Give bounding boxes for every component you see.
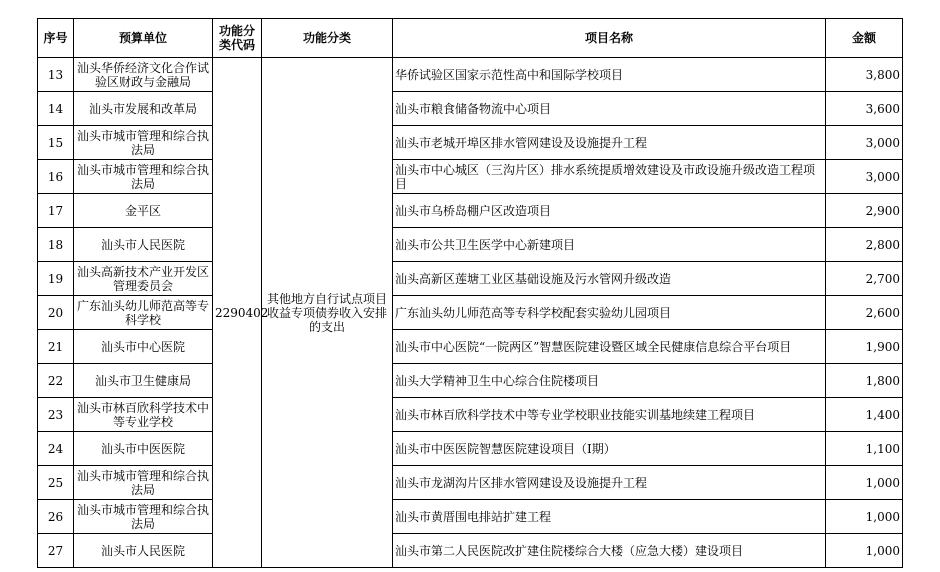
row-project-name: 汕头市公共卫生医学中心新建项目 [393, 228, 826, 262]
table-row [38, 228, 903, 262]
row-seq: 23 [38, 398, 74, 432]
row-amount: 1,800 [826, 364, 903, 398]
row-amount: 3,600 [826, 92, 903, 126]
function-category-cell: 其他地方自行试点项目收益专项债券收入安排的支出 [262, 58, 393, 568]
table-row [38, 296, 903, 330]
row-seq: 19 [38, 262, 74, 296]
row-budget-unit: 汕头市人民医院 [74, 228, 213, 262]
row-budget-unit: 汕头华侨经济文化合作试验区财政与金融局 [74, 58, 213, 92]
table-row [38, 194, 903, 228]
row-amount: 3,000 [826, 160, 903, 194]
row-project-name: 汕头市龙湖沟片区排水管网建设及设施提升工程 [393, 466, 826, 500]
row-seq: 15 [38, 126, 74, 160]
row-amount: 2,800 [826, 228, 903, 262]
row-amount: 1,000 [826, 500, 903, 534]
row-amount: 3,800 [826, 58, 903, 92]
row-project-name: 汕头市粮食储备物流中心项目 [393, 92, 826, 126]
header-amount: 金额 [826, 19, 903, 58]
row-project-name: 汕头市老城开埠区排水管网建设及设施提升工程 [393, 126, 826, 160]
row-seq: 24 [38, 432, 74, 466]
row-project-name: 汕头市中心城区（三沟片区）排水系统提质增效建设及市政设施升级改造工程项目 [393, 160, 826, 194]
row-project-name: 华侨试验区国家示范性高中和国际学校项目 [393, 58, 826, 92]
row-seq: 25 [38, 466, 74, 500]
row-budget-unit: 金平区 [74, 194, 213, 228]
table-row [38, 92, 903, 126]
row-project-name: 汕头市中医医院智慧医院建设项目（I期） [393, 432, 826, 466]
table-row [38, 364, 903, 398]
header-row [38, 19, 903, 58]
row-seq: 18 [38, 228, 74, 262]
row-project-name: 汕头市第二人民医院改扩建住院楼综合大楼（应急大楼）建设项目 [393, 534, 826, 568]
row-budget-unit: 汕头市城市管理和综合执法局 [74, 160, 213, 194]
row-project-name: 汕头市林百欣科学技术中等专业学校职业技能实训基地续建工程项目 [393, 398, 826, 432]
row-amount: 1,400 [826, 398, 903, 432]
row-budget-unit: 汕头高新技术产业开发区管理委员会 [74, 262, 213, 296]
header-function-category: 功能分类 [262, 19, 393, 58]
table-row [38, 432, 903, 466]
header-function-code: 功能分类代码 [213, 19, 262, 58]
row-project-name: 汕头大学精神卫生中心综合住院楼项目 [393, 364, 826, 398]
table-row [38, 330, 903, 364]
row-budget-unit: 汕头市中医医院 [74, 432, 213, 466]
table-row [38, 58, 903, 92]
table-row [38, 160, 903, 194]
header-project: 项目名称 [393, 19, 826, 58]
row-amount: 1,100 [826, 432, 903, 466]
row-budget-unit: 汕头市中心医院 [74, 330, 213, 364]
row-project-name: 汕头市中心医院“一院两区”智慧医院建设暨区域全民健康信息综合平台项目 [393, 330, 826, 364]
row-amount: 2,600 [826, 296, 903, 330]
row-budget-unit: 汕头市城市管理和综合执法局 [74, 466, 213, 500]
table-row [38, 500, 903, 534]
row-budget-unit: 汕头市卫生健康局 [74, 364, 213, 398]
table-row [38, 466, 903, 500]
row-project-name: 广东汕头幼儿师范高等专科学校配套实验幼儿园项目 [393, 296, 826, 330]
row-seq: 13 [38, 58, 74, 92]
row-amount: 2,700 [826, 262, 903, 296]
table-body [38, 58, 903, 568]
row-seq: 14 [38, 92, 74, 126]
row-budget-unit: 汕头市发展和改革局 [74, 92, 213, 126]
row-seq: 21 [38, 330, 74, 364]
row-seq: 20 [38, 296, 74, 330]
row-seq: 26 [38, 500, 74, 534]
row-budget-unit: 汕头市城市管理和综合执法局 [74, 500, 213, 534]
table-row [38, 534, 903, 568]
row-seq: 22 [38, 364, 74, 398]
row-seq: 16 [38, 160, 74, 194]
row-budget-unit: 广东汕头幼儿师范高等专科学校 [74, 296, 213, 330]
row-budget-unit: 汕头市城市管理和综合执法局 [74, 126, 213, 160]
table-row [38, 126, 903, 160]
row-amount: 2,900 [826, 194, 903, 228]
row-budget-unit: 汕头市人民医院 [74, 534, 213, 568]
row-seq: 17 [38, 194, 74, 228]
table-row [38, 262, 903, 296]
row-project-name: 汕头高新区莲塘工业区基础设施及污水管网升级改造 [393, 262, 826, 296]
function-code-cell: 2290402 [213, 58, 262, 568]
row-seq: 27 [38, 534, 74, 568]
budget-table [37, 18, 903, 568]
row-budget-unit: 汕头市林百欣科学技术中等专业学校 [74, 398, 213, 432]
row-amount: 1,900 [826, 330, 903, 364]
header-unit: 预算单位 [74, 19, 213, 58]
row-amount: 1,000 [826, 466, 903, 500]
row-project-name: 汕头市乌桥岛棚户区改造项目 [393, 194, 826, 228]
row-amount: 1,000 [826, 534, 903, 568]
row-project-name: 汕头市黄厝围电排站扩建工程 [393, 500, 826, 534]
table-row [38, 398, 903, 432]
header-seq: 序号 [38, 19, 74, 58]
row-amount: 3,000 [826, 126, 903, 160]
